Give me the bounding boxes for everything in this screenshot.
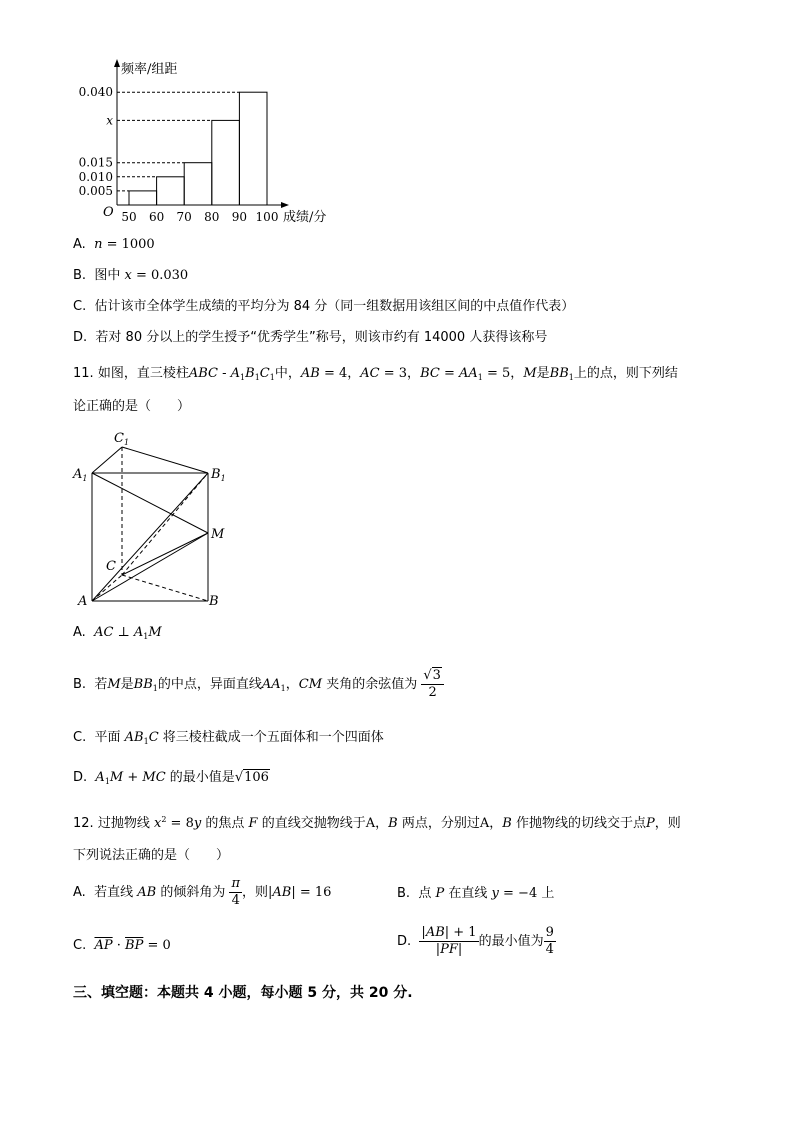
q12-stem: 12. 过抛物线 $x^2 = 8y$ 的焦点 F 的直线交抛物线于A，B 两点，分别过A，B 作抛物线的切线交于点P，则 <box>73 815 681 831</box>
origin-label: O <box>103 205 114 220</box>
label-c1: $C_1$ <box>114 431 130 447</box>
x-axis-label: 成绩/分 <box>283 210 327 225</box>
histogram-bar <box>212 120 240 205</box>
q10-option-d: D. 若对 80 分以上的学生授予“优秀学生”称号，则该市约有 14000 人获得该称号 <box>73 330 548 345</box>
y-tick-label: 0.010 <box>78 169 113 184</box>
x-tick-label: 100 <box>255 210 279 224</box>
label-a1: $A_1$ <box>73 467 88 483</box>
q10-option-b: B. 图中 x = 0.030 <box>73 268 189 283</box>
label-a: A <box>78 594 88 609</box>
prism-figure <box>70 425 240 615</box>
histogram-bar <box>157 177 185 205</box>
q11-option-d: D. $A_1M$ + MC 的最小值是√106 <box>73 770 269 786</box>
section-3-title: 三、填空题：本题共 4 小题，每小题 5 分，共 20 分. <box>73 985 413 1001</box>
y-tick-label: x <box>106 113 113 128</box>
q12-option-c: C. $\overline{AP} \cdot \overline{BP} = 0$ <box>73 938 171 953</box>
label-c: C <box>106 559 116 574</box>
q10-option-c: C. 估计该市全体学生成绩的平均分为 84 分（同一组数据用该组区间的中点值作代表） <box>73 299 575 314</box>
x-tick-label: 60 <box>148 210 165 224</box>
y-axis-arrow <box>114 59 120 67</box>
label-m: M <box>211 527 225 542</box>
q12-option-a: A. 若直线 AB 的倾斜角为 $\frac{\pi}{4}$ ，则|AB| = 16 <box>73 876 332 908</box>
x-tick-label: 80 <box>204 210 220 224</box>
q11-option-c: C. 平面 $AB_1C$ 将三棱柱截成一个五面体和一个四面体 <box>73 730 384 746</box>
y-tick-label: 0.040 <box>78 85 113 100</box>
q12-stem-line2: 下列说法正确的是（ ） <box>73 848 230 863</box>
histogram-chart <box>60 55 360 230</box>
q10-option-a: A. n = 1000 <box>73 237 155 252</box>
label-b: B <box>209 594 219 609</box>
y-tick-label: 0.015 <box>78 155 113 170</box>
histogram-bar <box>184 163 212 205</box>
y-tick-label: 0.005 <box>78 183 113 198</box>
q12-option-d: D. $\frac{|AB| + 1}{|PF|}$ 的最小值为 $\frac{9}{4}$ <box>397 925 554 957</box>
q11-option-a: A. AC ⊥ $A_1M$ <box>73 625 162 641</box>
x-tick-label: 70 <box>176 210 192 224</box>
q12-option-b: B. 点 P 在直线 y = −4 上 <box>397 886 555 901</box>
x-axis-arrow <box>281 202 289 208</box>
y-axis-label: 频率/组距 <box>121 62 178 77</box>
x-tick-label: 50 <box>121 210 137 224</box>
histogram-bar <box>129 191 157 205</box>
q11-stem: 11. 如图，直三棱柱ABC - $A_1B_1C_1$中，AB = 4，AC = 3，BC = $AA_1 = 5$，M是$BB_1$上的点，则下列结 <box>73 366 678 382</box>
x-tick-label: 90 <box>231 210 248 224</box>
q11-stem-line2: 论正确的是（ ） <box>73 399 191 414</box>
histogram-bar <box>239 92 267 205</box>
label-b1: $B_1$ <box>211 467 226 483</box>
q11-option-b: B. 若M是$BB_1$的中点，异面直线$AA_1$，CM 夹角的余弦值为 $\frac{√3}{2}$ <box>73 668 444 708</box>
